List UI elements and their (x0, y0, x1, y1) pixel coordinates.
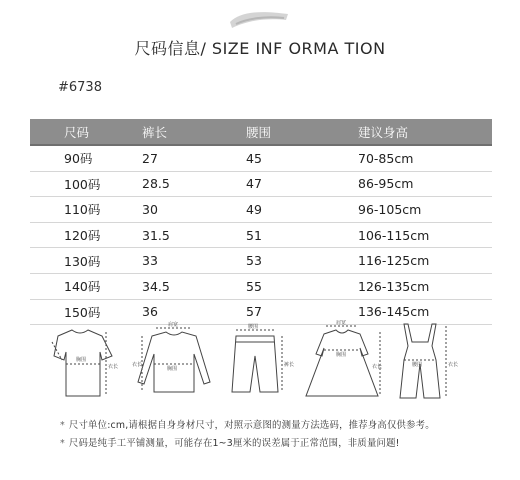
cell-size: 130码 (30, 248, 142, 274)
size-table (30, 119, 492, 325)
chest-label: 胸围 (167, 366, 178, 372)
cell-size: 120码 (30, 222, 142, 248)
overalls-diagram (400, 324, 458, 398)
cell-height: 126-135cm (358, 273, 492, 299)
table-row (30, 273, 492, 299)
cell-size: 100码 (30, 171, 142, 197)
length-label: 衣长 (132, 362, 143, 368)
cell-waist: 51 (246, 222, 358, 248)
cell-pants-length: 36 (142, 299, 246, 325)
cell-height: 116-125cm (358, 248, 492, 274)
table-row (30, 222, 492, 248)
chest-label: 胸围 (336, 352, 347, 358)
table-row (30, 171, 492, 197)
waist-label: 腰围 (412, 362, 423, 368)
dress-diagram (306, 320, 382, 396)
cell-size: 150码 (30, 299, 142, 325)
note-tolerance (60, 435, 400, 449)
header-pants-length: 裤长 (142, 119, 246, 145)
note-measurement (60, 417, 435, 431)
table-row (30, 248, 492, 274)
cell-size: 140码 (30, 273, 142, 299)
cell-height: 96-105cm (358, 197, 492, 223)
length-label: 衣长 (372, 364, 383, 370)
table-row (30, 145, 492, 171)
cell-pants-length: 31.5 (142, 222, 246, 248)
cell-waist: 49 (246, 197, 358, 223)
page-title: 尺码信息/ SIZE INF ORMA TION (134, 39, 386, 58)
table-header-row (30, 119, 492, 145)
long-sleeve-diagram (132, 321, 210, 392)
table-row (30, 197, 492, 223)
chest-label: 胸围 (76, 357, 87, 363)
header-waist: 腰围 (246, 119, 358, 145)
shorts-diagram (232, 323, 294, 392)
cell-height: 136-145cm (358, 299, 492, 325)
cell-waist: 47 (246, 171, 358, 197)
cell-waist: 55 (246, 273, 358, 299)
length-label: 衣长 (108, 364, 119, 370)
note-text: 尺码是纯手工平铺测量，可能存在1~3厘米的误差属于正常范围，非质量问题! (68, 438, 400, 449)
asterisk-icon: * (60, 438, 65, 449)
waist-label: 腰围 (248, 324, 259, 330)
header-size: 尺码 (30, 119, 142, 145)
cell-height: 106-115cm (358, 222, 492, 248)
brush-stroke-decoration (228, 6, 290, 30)
header-recommended-height: 建议身高 (358, 119, 492, 145)
length-label: 衣长 (448, 362, 459, 368)
cell-pants-length: 27 (142, 145, 246, 171)
cell-size: 90码 (30, 145, 142, 171)
cell-waist: 45 (246, 145, 358, 171)
tshirt-diagram (52, 330, 118, 396)
cell-height: 70-85cm (358, 145, 492, 171)
cell-waist: 57 (246, 299, 358, 325)
cell-waist: 53 (246, 248, 358, 274)
cell-size: 110码 (30, 197, 142, 223)
note-text: 尺寸单位:cm,请根据自身身材尺寸，对照示意图的测量方法选码，推荐身高仅供参考。 (68, 420, 435, 431)
cell-pants-length: 30 (142, 197, 246, 223)
pants-length-label: 裤长 (284, 362, 295, 368)
product-code: #6738 (58, 80, 102, 95)
measurement-diagrams (40, 320, 500, 400)
shoulder-label: 肩宽 (168, 322, 179, 328)
asterisk-icon: * (60, 420, 65, 431)
cell-height: 86-95cm (358, 171, 492, 197)
cell-pants-length: 34.5 (142, 273, 246, 299)
cell-pants-length: 33 (142, 248, 246, 274)
cell-pants-length: 28.5 (142, 171, 246, 197)
shoulder-label: 肩宽 (336, 320, 347, 326)
